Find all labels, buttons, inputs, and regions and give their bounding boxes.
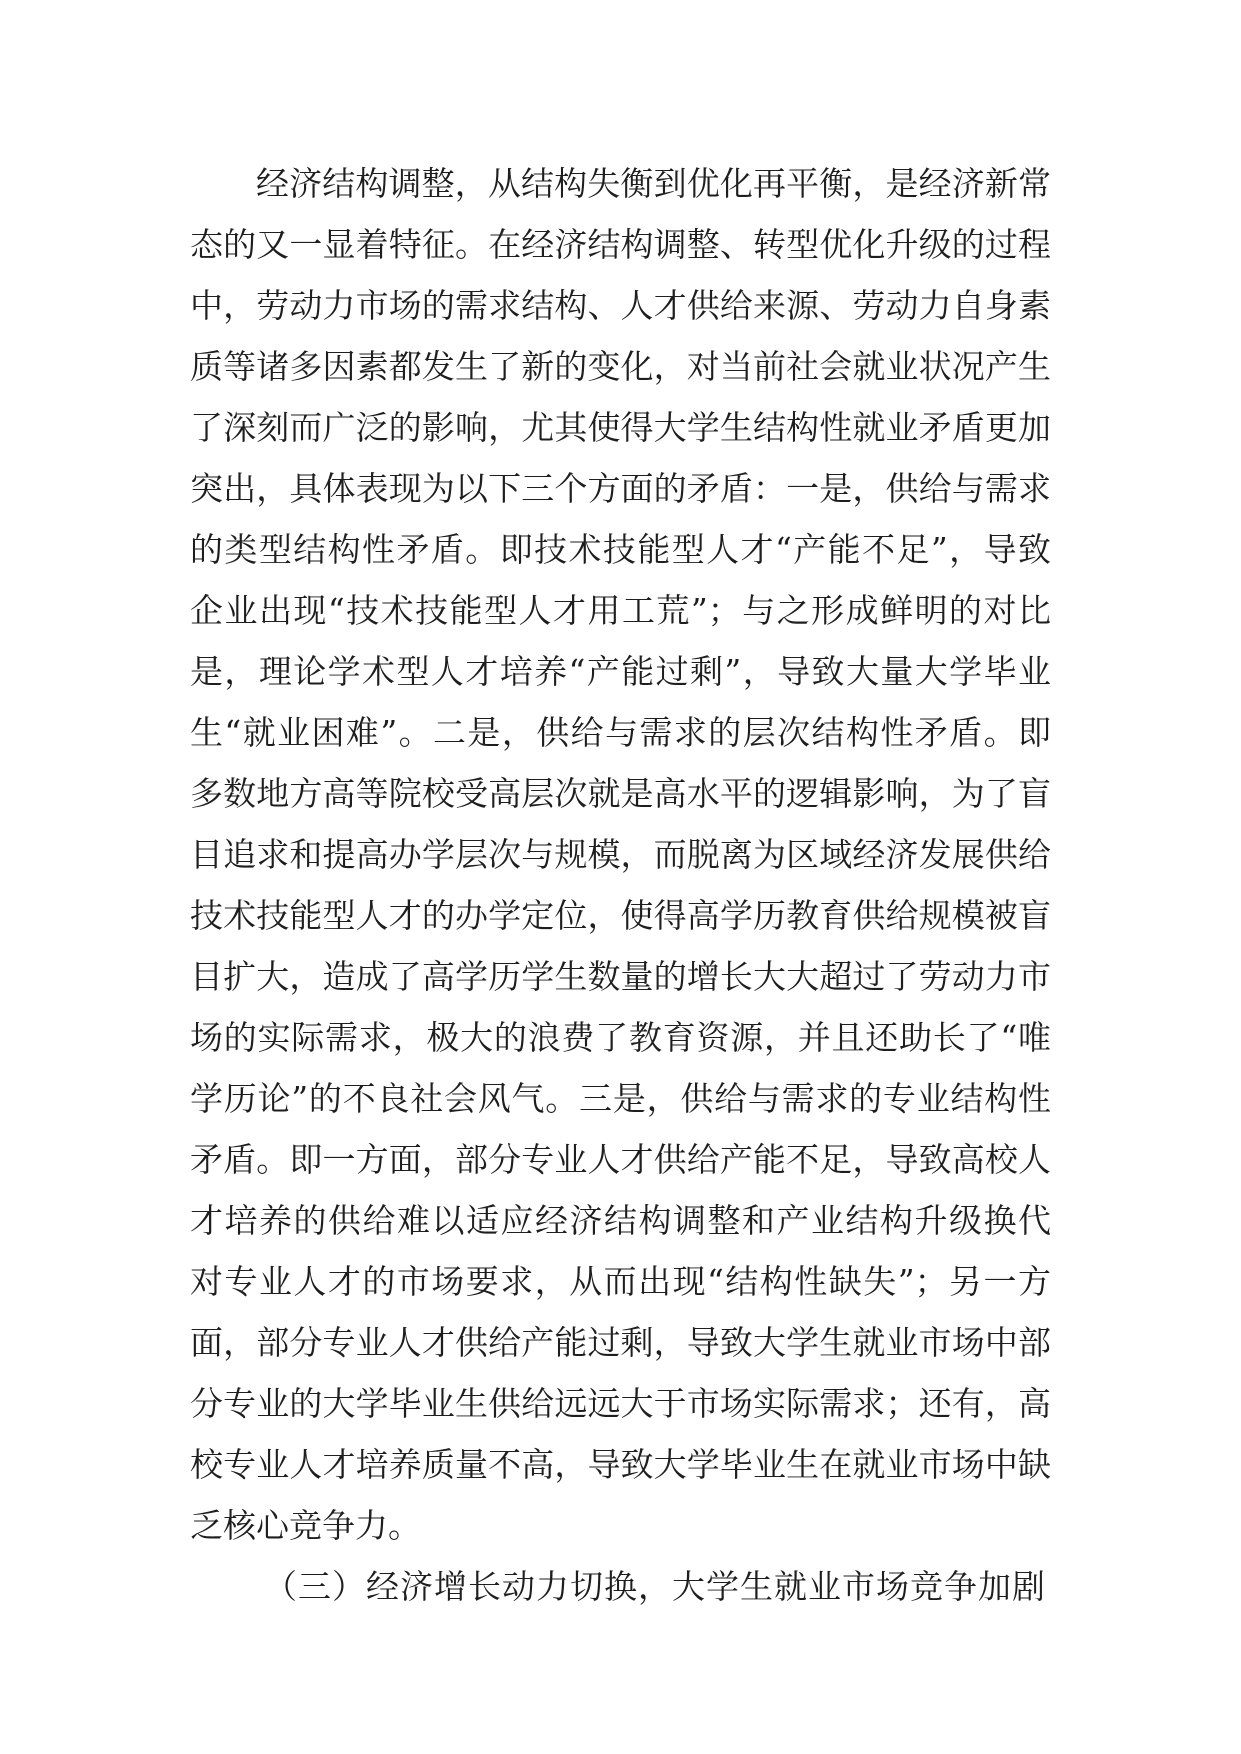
document-page [190, 153, 1051, 1617]
paragraph-line: 场的实际需求，极大的浪费了教育资源，并且还助长了“唯 [190, 1018, 1051, 1057]
paragraph-line: 企业出现“技术技能型人才用工荒”；与之形成鲜明的对比 [190, 591, 1051, 630]
paragraph-line: 的类型结构性矛盾。即技术技能型人才“产能不足”，导致 [190, 530, 1051, 569]
section-heading: （三）经济增长动力切换，大学生就业市场竞争加剧 [264, 1567, 1046, 1606]
paragraph-line: 多数地方高等院校受高层次就是高水平的逻辑影响，为了盲 [190, 774, 1051, 813]
paragraph-line: 乏核心竞争力。 [190, 1506, 421, 1545]
paragraph-line: 目追求和提高办学层次与规模，而脱离为区域经济发展供给 [190, 835, 1051, 874]
paragraph-line: 是，理论学术型人才培养“产能过剩”，导致大量大学毕业 [190, 652, 1051, 691]
paragraph-line: 面，部分专业人才供给产能过剩，导致大学生就业市场中部 [190, 1323, 1051, 1362]
paragraph-line: 生“就业困难”。二是，供给与需求的层次结构性矛盾。即 [190, 713, 1051, 752]
paragraph-line: 态的又一显着特征。在经济结构调整、转型优化升级的过程 [190, 225, 1051, 264]
paragraph-line: 矛盾。即一方面，部分专业人才供给产能不足，导致高校人 [190, 1140, 1051, 1179]
paragraph-line: 校专业人才培养质量不高，导致大学毕业生在就业市场中缺 [190, 1445, 1051, 1484]
body-paragraph [190, 153, 1051, 1556]
paragraph-line: 目扩大，造成了高学历学生数量的增长大大超过了劳动力市 [190, 957, 1051, 996]
paragraph-line: 质等诸多因素都发生了新的变化，对当前社会就业状况产生 [190, 347, 1051, 386]
paragraph-line: 突出，具体表现为以下三个方面的矛盾：一是，供给与需求 [190, 469, 1051, 508]
paragraph-line: 分专业的大学毕业生供给远远大于市场实际需求；还有，高 [190, 1384, 1051, 1423]
paragraph-line: 才培养的供给难以适应经济结构调整和产业结构升级换代 [190, 1201, 1051, 1240]
paragraph-line: 中，劳动力市场的需求结构、人才供给来源、劳动力自身素 [190, 286, 1051, 325]
paragraph-line: 经济结构调整，从结构失衡到优化再平衡，是经济新常 [256, 164, 1051, 203]
paragraph-line: 了深刻而广泛的影响，尤其使得大学生结构性就业矛盾更加 [190, 408, 1051, 447]
paragraph-line: 对专业人才的市场要求，从而出现“结构性缺失”；另一方 [190, 1262, 1051, 1301]
paragraph-line: 学历论”的不良社会风气。三是，供给与需求的专业结构性 [190, 1079, 1051, 1118]
paragraph-line: 技术技能型人才的办学定位，使得高学历教育供给规模被盲 [190, 896, 1051, 935]
